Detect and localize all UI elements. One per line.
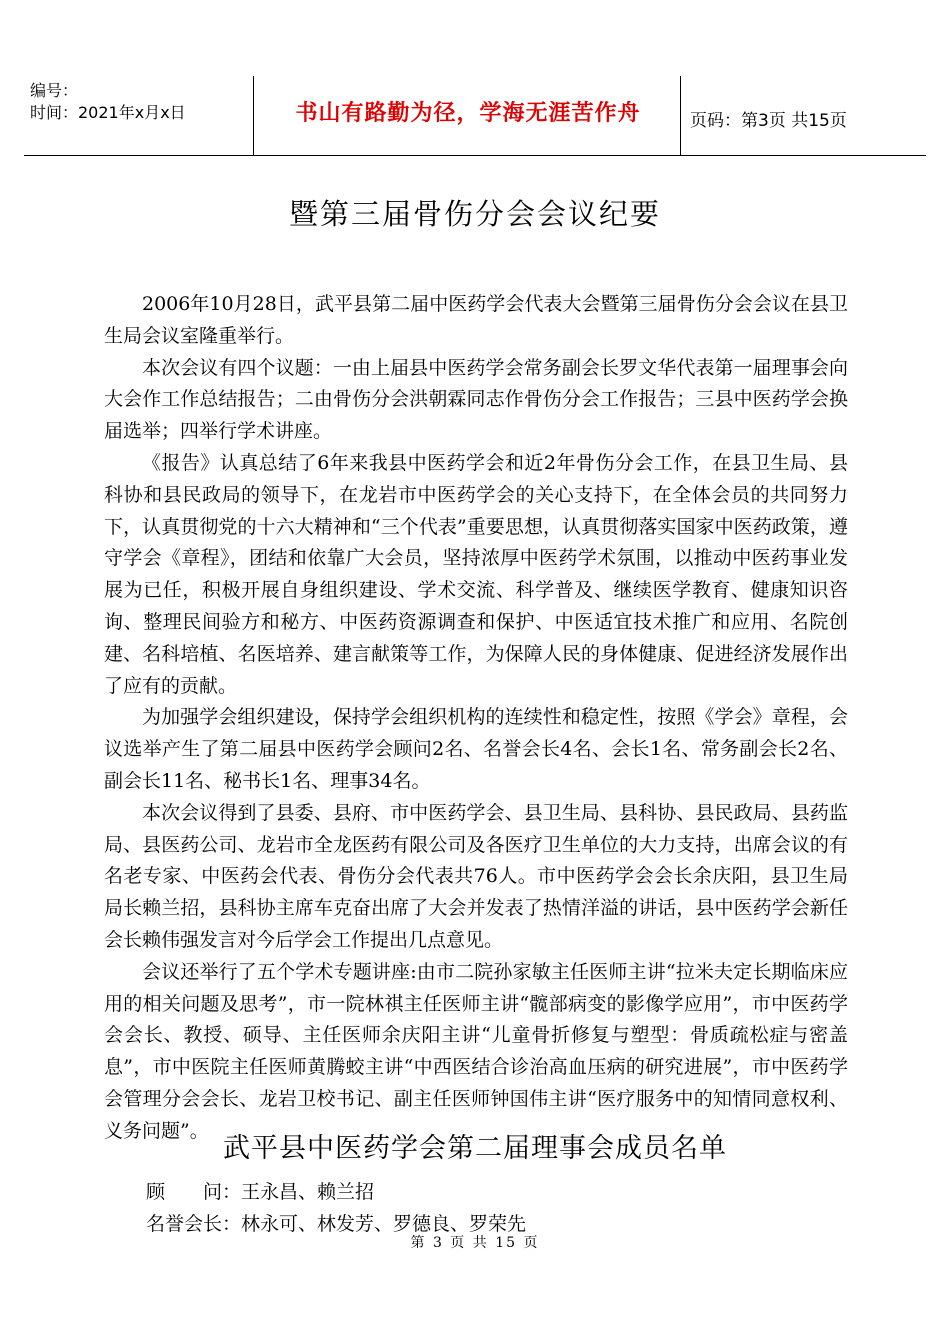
document-number-label: 编号：	[30, 81, 79, 100]
body-paragraph: 本次会议有四个议题：一由上届县中医药学会常务副会长罗文华代表第一届理事会向大会作工作总结报告；二由骨伤分会洪朝霖同志作骨伤分会工作报告；三县中医药学会换届选举；四举行学术讲座。	[104, 356, 848, 443]
body-paragraph: 本次会议得到了县委、县府、市中医药学会、县卫生局、县科协、县民政局、县药监局、县医药公司、龙岩市全龙医药有限公司及各医疗卫生单位的大力支持，出席会议的有名老专家、中医药会代表、骨伤分会代表共76人。市中医药学会会长余庆阳，县卫生局局长赖兰招，县科协主席车克奋出席了大会并发表了热情洋溢的讲话，县中医药学会新任会长赖伟强发言对今后学会工作提出几点意见。	[104, 801, 848, 951]
roster-role-label: 顾 问：	[146, 1181, 242, 1203]
header-meta	[30, 80, 186, 124]
roster-list	[146, 1176, 526, 1240]
body-paragraph: 《报告》认真总结了6年来我县中医药学会和近2年骨伤分会工作，在县卫生局、县科协和县民政局的领导下，在龙岩市中医药学会的关心支持下，在全体会员的共同努力下，认真贯彻党的十六大精神和“三个代表”重要思想，认真贯彻落实国家中医药政策，遵守学会《章程》，团结和依靠广大会员，坚持浓厚中医药学术氛围，以推动中医药事业发展为已任，积极开展自身组织建设、学术交流、科学普及、继续医学教育、健康知识咨询、整理民间验方和秘方、中医药资源调查和保护、中医适宜技术推广和应用、名院创建、名科培植、名医培养、建言献策等工作，为保障人民的身体健康、促进经济发展作出了应有的贡献。	[104, 451, 848, 697]
body-paragraph: 为加强学会组织建设，保持学会组织机构的连续性和稳定性，按照《学会》章程，会议选举产生了第二届县中医药学会顾问2名、名誉会长4名、会长1名、常务副会长2名、副会长11名、秘书长1名、理事34名。	[104, 706, 848, 792]
header-motto: 书山有路勤为径，学海无涯苦作舟	[295, 101, 641, 126]
roster-title: 武平县中医药学会第二届理事会成员名单	[223, 1133, 727, 1164]
body-paragraph: 会议还举行了五个学术专题讲座:由市二院孙家敏主任医师主讲“拉米夫定长期临床应用的相关问题及思考”，市一院林祺主任医师主讲“髋部病变的影像学应用”，市中医药学会会长、教授、硕导、主任医师余庆阳主讲“儿童骨折修复与塑型：骨质疏松症与密盖息”，市中医院主任医师黄腾蛟主讲“中西医结合诊治高血压病的研究进展”，市中医药学会管理分会会长、龙岩卫校书记、副主任医师钟国伟主讲“医疗服务中的知情同意权利、义务问题”。	[104, 960, 848, 1142]
roster-row-advisors	[146, 1176, 526, 1208]
roster-names: 林永可、林发芳、罗德良、罗荣先	[241, 1213, 527, 1235]
page-header	[24, 76, 926, 156]
header-divider-left	[253, 76, 254, 156]
page-footer: 第 3 页 共 15 页	[410, 1235, 540, 1251]
document-time-label: 时间：2021年x月x日	[30, 103, 186, 122]
roster-role-label: 名誉会长：	[146, 1213, 242, 1235]
body-paragraph: 2006年10月28日，武平县第二届中医药学会代表大会暨第三届骨伤分会会议在县卫生局会议室隆重举行。	[104, 293, 848, 347]
header-divider-right	[680, 76, 681, 156]
header-bottom-rule	[24, 155, 926, 156]
header-page-info: 页码：第3页 共15页	[690, 111, 847, 131]
roster-names: 王永昌、赖兰招	[241, 1181, 375, 1203]
document-title: 暨第三届骨伤分会会议纪要	[288, 197, 661, 231]
document-body	[104, 289, 848, 1148]
